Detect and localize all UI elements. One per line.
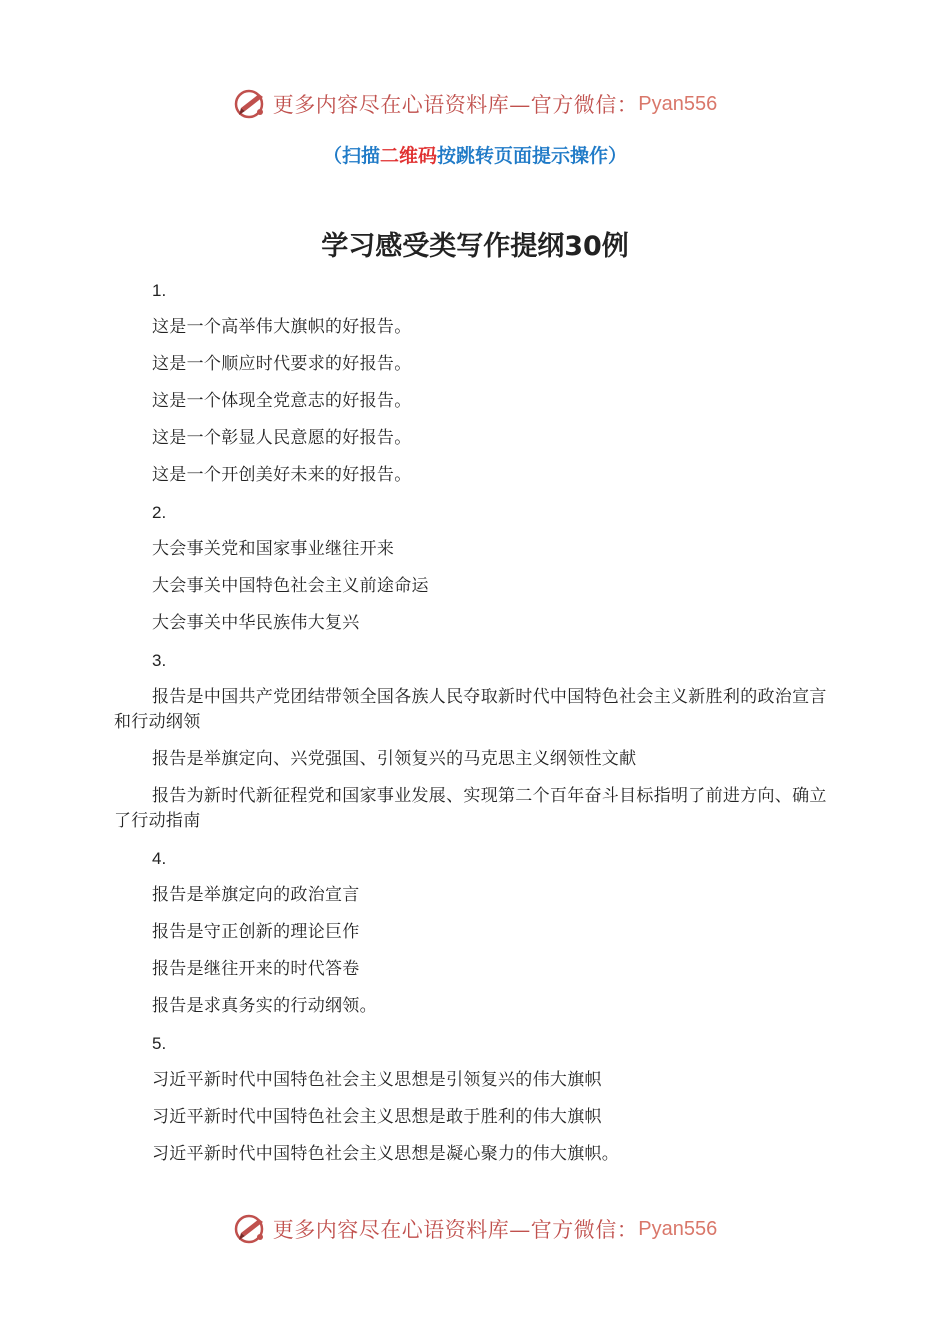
wechat-id: Pyan556 <box>638 92 718 115</box>
text-line: 报告为新时代新征程党和国家事业发展、实现第二个百年奋斗目标指明了前进方向、确立了行动指南 <box>114 786 827 831</box>
pen-logo-icon <box>233 86 269 122</box>
text-line: 报告是继往开来的时代答卷 <box>152 959 360 979</box>
wechat-id: Pyan556 <box>638 1217 718 1240</box>
scan-note-open: （扫描 <box>322 145 380 167</box>
scan-instruction <box>0 141 950 168</box>
scan-note-rest: 按跳转页面提示操作） <box>437 145 628 167</box>
header-banner <box>0 86 950 122</box>
text-line: 报告是中国共产党团结带领全国各族人民夺取新时代中国特色社会主义新胜利的政治宣言和行动纲领 <box>114 687 827 732</box>
document-title: 学习感受类写作提纲30例 <box>321 231 629 262</box>
text-line: 习近平新时代中国特色社会主义思想是凝心聚力的伟大旗帜。 <box>152 1144 620 1164</box>
text-line: 报告是求真务实的行动纲领。 <box>152 996 377 1016</box>
text-line: 这是一个高举伟大旗帜的好报告。 <box>152 317 412 337</box>
scan-note-qrcode: 二维码 <box>379 145 437 167</box>
section-number: 4. <box>152 849 167 868</box>
section-number: 5. <box>152 1034 167 1053</box>
text-line: 报告是举旗定向、兴党强国、引领复兴的马克思主义纲领性文献 <box>152 749 637 769</box>
section-number: 2. <box>152 503 167 522</box>
pen-logo-icon <box>233 1211 269 1247</box>
text-line: 这是一个彰显人民意愿的好报告。 <box>152 428 412 448</box>
text-line: 大会事关中国特色社会主义前途命运 <box>152 576 429 596</box>
section-number: 1. <box>152 281 167 300</box>
document-body <box>114 278 828 1179</box>
banner-text: 更多内容尽在心语资料库—官方微信： <box>272 1218 639 1242</box>
text-line: 报告是举旗定向的政治宣言 <box>152 885 360 905</box>
footer-banner <box>0 1211 950 1247</box>
text-line: 这是一个开创美好未来的好报告。 <box>152 465 412 485</box>
text-line: 这是一个顺应时代要求的好报告。 <box>152 354 412 374</box>
text-line: 大会事关中华民族伟大复兴 <box>152 613 360 633</box>
text-line: 这是一个体现全党意志的好报告。 <box>152 391 412 411</box>
text-line: 习近平新时代中国特色社会主义思想是引领复兴的伟大旗帜 <box>152 1070 602 1090</box>
text-line: 习近平新时代中国特色社会主义思想是敢于胜利的伟大旗帜 <box>152 1107 602 1127</box>
section-number: 3. <box>152 651 167 670</box>
text-line: 大会事关党和国家事业继往开来 <box>152 539 395 559</box>
banner-text: 更多内容尽在心语资料库—官方微信： <box>272 93 639 117</box>
text-line: 报告是守正创新的理论巨作 <box>152 922 360 942</box>
